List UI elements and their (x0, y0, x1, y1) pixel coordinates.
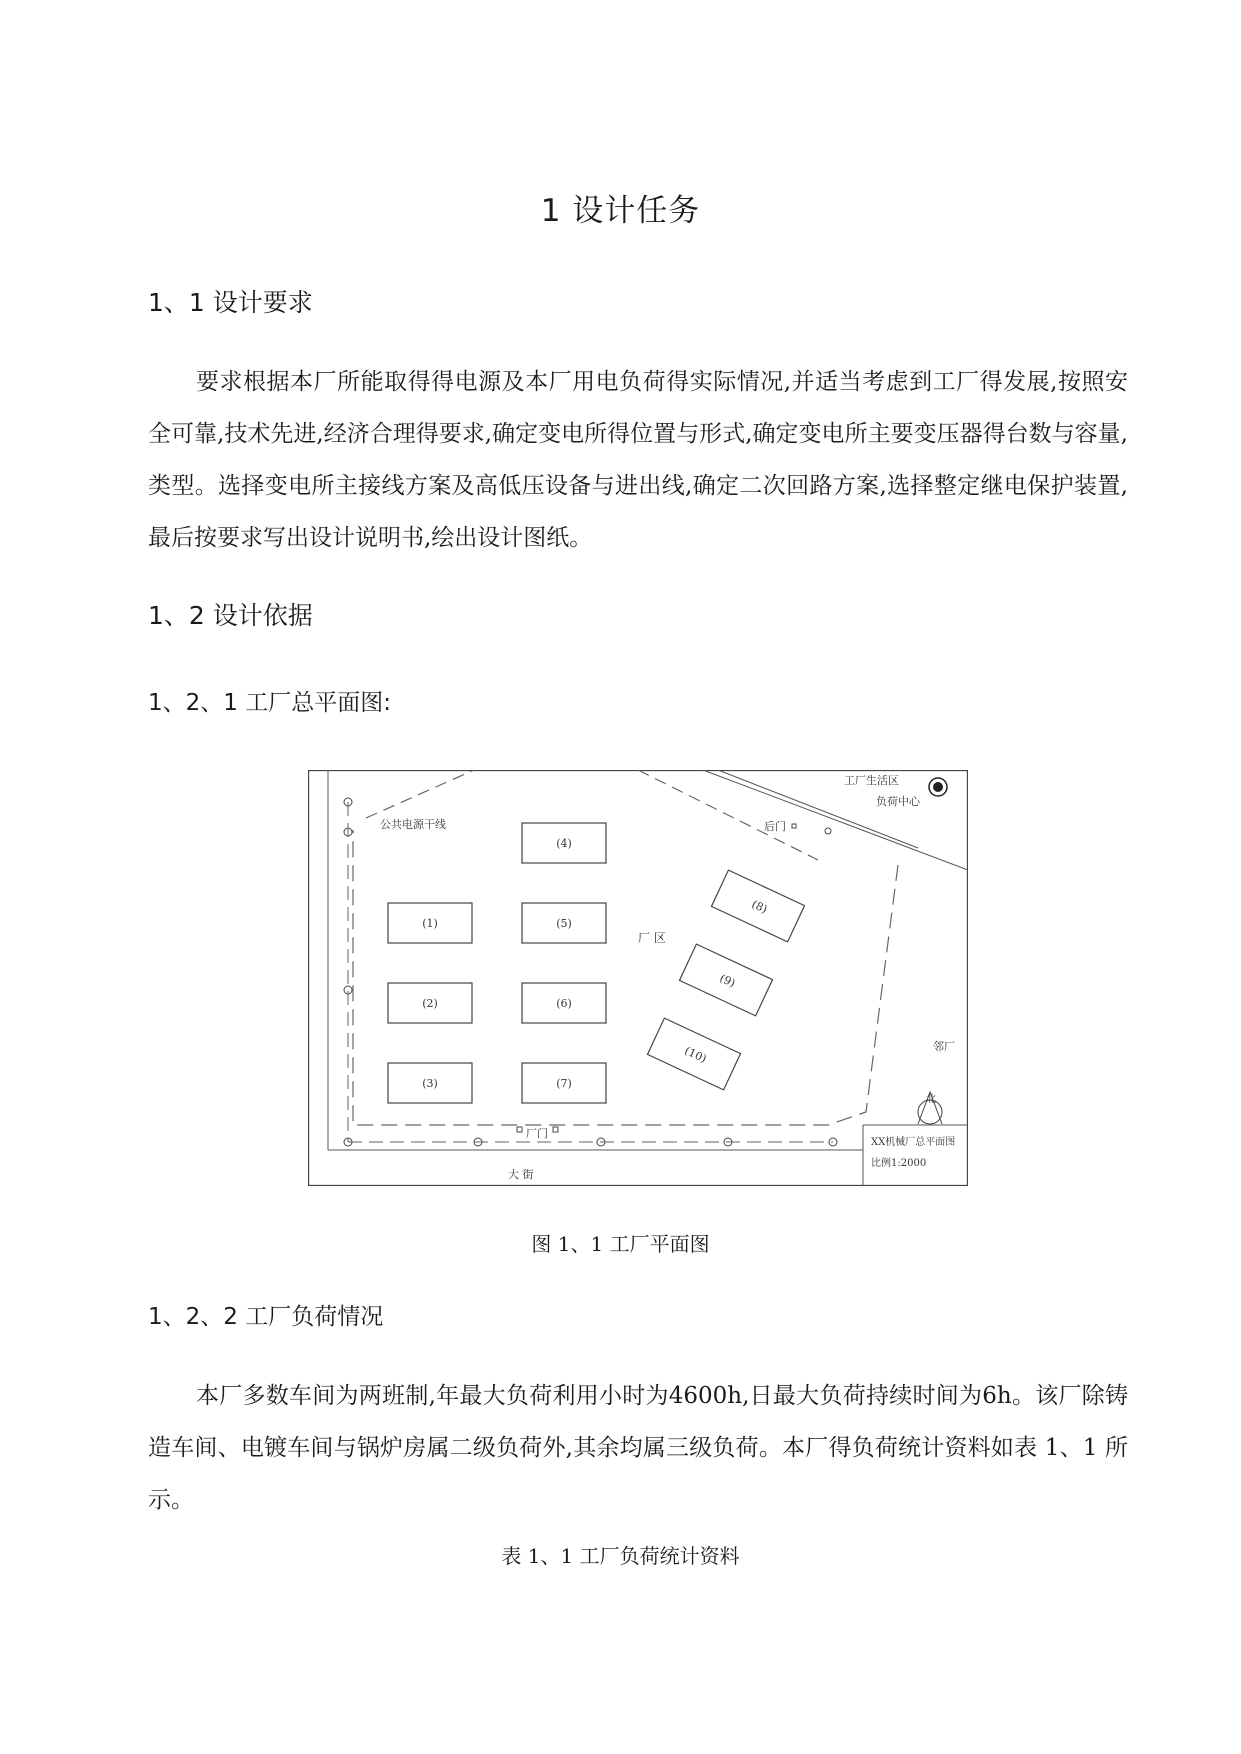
building-label-9: (9) (717, 971, 738, 991)
label-load-center: 负荷中心 (876, 795, 920, 808)
page-title: 1 设计任务 (540, 193, 701, 229)
back-gate-post (792, 824, 796, 828)
label-main-gate: 厂门 (526, 1127, 548, 1140)
building-label-4: (4) (556, 837, 572, 850)
building-label-2: (2) (422, 997, 438, 1010)
label-back-gate: 后门 (764, 820, 786, 833)
section-heading-1-2: 1、2 设计依据 (148, 601, 313, 630)
figure-caption: 图 1、1 工厂平面图 (531, 1232, 710, 1256)
label-north: 北 (926, 1094, 936, 1105)
main-gate-post-right (553, 1127, 558, 1132)
title-block-name: XX机械厂总平面图 (871, 1137, 956, 1148)
label-street: 大 街 (508, 1168, 534, 1181)
building-label-1: (1) (422, 917, 438, 930)
building-label-7: (7) (556, 1077, 572, 1090)
label-factory-area: 厂 区 (638, 931, 666, 945)
boundary-top-right (638, 770, 818, 860)
paragraph-design-requirements: 要求根据本厂所能取得得电源及本厂用电负荷得实际情况,并适当考虑到工厂得发展,按照安全可靠,技术先进,经济合理得要求,确定变电所得位置与形式,确定变电所主要变压器得台数与容量,类型。选择变电所主接线方案及高低压设备与进出线,确定二次回路方案,选择整定继电保护装置,最后按要求写出设计说明书,绘出设计图纸。 (148, 369, 1128, 551)
building-label-10: (10) (682, 1044, 709, 1066)
load-center-dot (933, 782, 943, 792)
paragraph-load-situation: 本厂多数车间为两班制,年最大负荷利用小时为4600h,日最大负荷持续时间为6h。该厂除铸造车间、电镀车间与锅炉房属二级负荷外,其余均属三级负荷。本厂得负荷统计资料如表 1、1 所示。 (148, 1383, 1128, 1513)
road-diagonal-outer (703, 770, 968, 870)
label-power-line: 公共电源干线 (380, 818, 446, 831)
building-label-5: (5) (556, 917, 572, 930)
factory-plan-drawing (308, 770, 968, 1186)
building-label-6: (6) (556, 997, 572, 1010)
factory-plan-figure (308, 770, 968, 1186)
label-living-area: 工厂生活区 (844, 774, 899, 787)
subsection-heading-1-2-2: 1、2、2 工厂负荷情况 (148, 1304, 384, 1330)
boundary-top-left (366, 770, 474, 818)
table-caption: 表 1、1 工厂负荷统计资料 (501, 1544, 740, 1568)
building-label-8: (8) (749, 897, 770, 917)
label-neighbor-factory: 邻厂 (933, 1040, 955, 1053)
title-block-scale: 比例1:2000 (871, 1158, 927, 1169)
north-arrow-icon (918, 1092, 942, 1124)
building-label-3: (3) (422, 1077, 438, 1090)
section-heading-1-1: 1、1 设计要求 (148, 288, 313, 317)
main-gate-post-left (517, 1127, 522, 1132)
subsection-heading-1-2-1: 1、2、1 工厂总平面图: (148, 690, 391, 716)
